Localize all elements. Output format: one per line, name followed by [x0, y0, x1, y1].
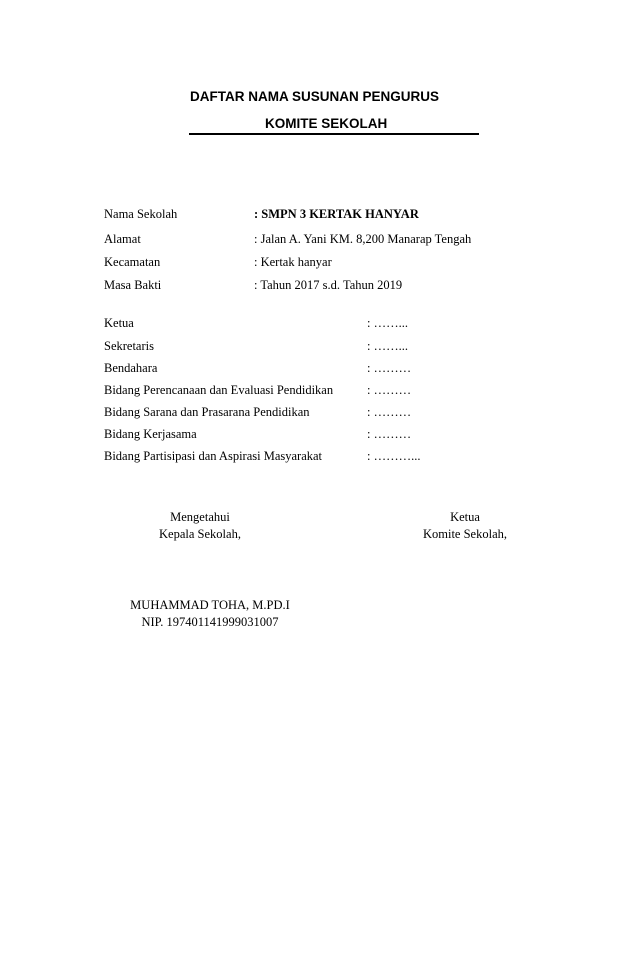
info-value: : Jalan A. Yani KM. 8,200 Manarap Tengah: [254, 232, 472, 246]
position-label: Sekretaris: [104, 339, 154, 353]
position-label: Bidang Sarana dan Prasarana Pendidikan: [104, 405, 310, 419]
signatory-block: [110, 597, 310, 631]
position-value: : ………: [367, 427, 412, 441]
position-value: : ………: [367, 383, 412, 397]
position-label: Bidang Kerjasama: [104, 427, 197, 441]
document-title: DAFTAR NAMA SUSUNAN PENGURUS: [190, 89, 439, 104]
position-value: : ………: [367, 361, 412, 375]
right-signature-line2: Komite Sekolah,: [422, 527, 507, 541]
left-signature-line1: Mengetahui: [170, 510, 230, 524]
position-label: Bidang Partisipasi dan Aspirasi Masyarakat: [104, 449, 323, 463]
info-label: Nama Sekolah: [104, 207, 178, 221]
info-label: Kecamatan: [104, 255, 161, 269]
info-value: : Kertak hanyar: [254, 255, 332, 269]
position-label: Ketua: [104, 316, 134, 330]
info-label: Masa Bakti: [104, 278, 162, 292]
title-underline: [189, 133, 479, 135]
left-signature-block: [130, 509, 270, 543]
position-label: Bendahara: [104, 361, 158, 375]
position-value: : ……...: [367, 339, 408, 353]
signatory-name: MUHAMMAD TOHA, M.PD.I: [130, 598, 290, 612]
info-value: : Tahun 2017 s.d. Tahun 2019: [254, 278, 403, 292]
right-signature-line1: Ketua: [450, 510, 480, 524]
position-label: Bidang Perencanaan dan Evaluasi Pendidikan: [104, 383, 334, 397]
signatory-nip: NIP. 197401141999031007: [141, 615, 279, 629]
position-value: : ………: [367, 405, 412, 419]
document-subtitle: KOMITE SEKOLAH: [265, 116, 388, 131]
position-value: : ……...: [367, 316, 408, 330]
info-value: : SMPN 3 KERTAK HANYAR: [254, 207, 419, 221]
info-label: Alamat: [104, 232, 141, 246]
position-value: : ………...: [367, 449, 421, 463]
right-signature-block: [400, 509, 530, 543]
left-signature-line2: Kepala Sekolah,: [159, 527, 241, 541]
